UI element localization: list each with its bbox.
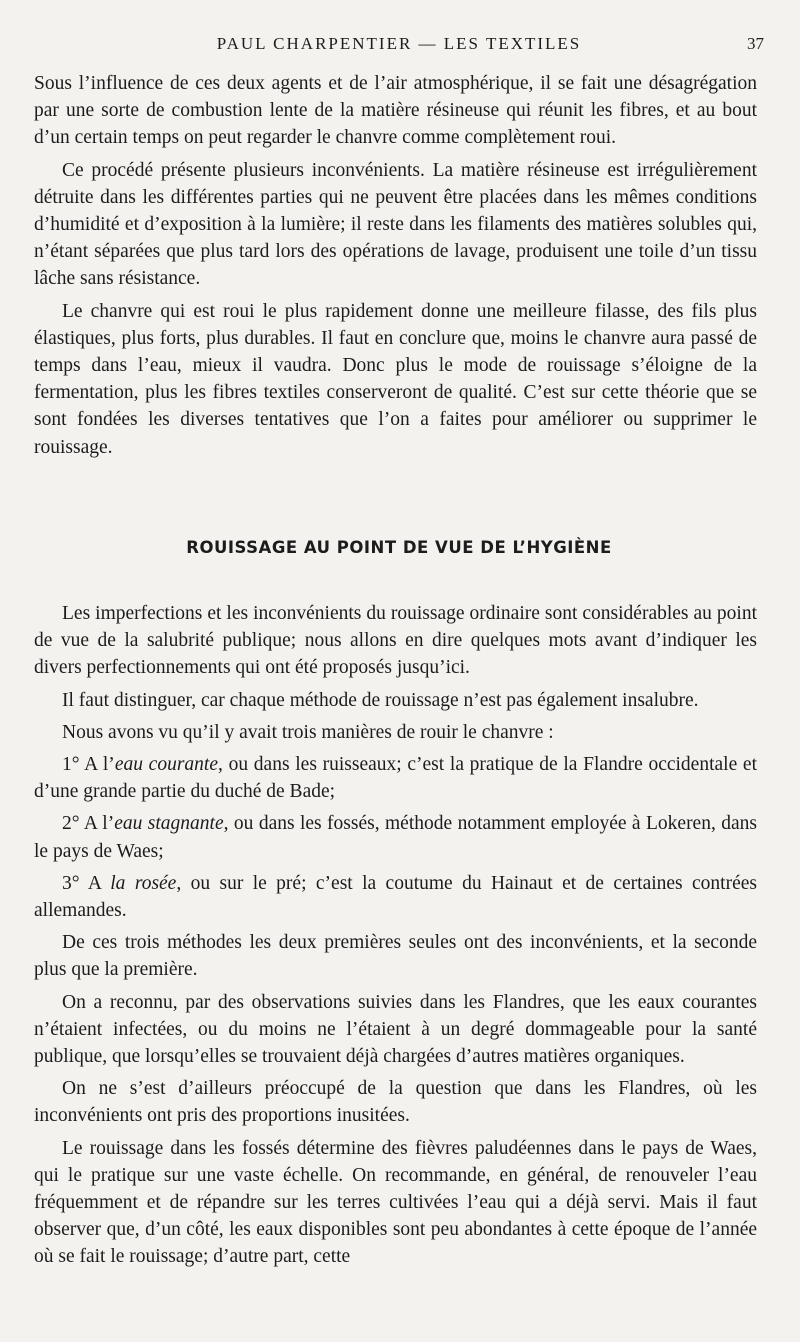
- paragraph: Le rouissage dans les fossés détermine des fièvres paludéennes dans le pays de Waes, qui le pratique sur une vaste échelle. On recommande, en général, de renouveler l’eau fréquemment et de répandre sur les terres cultivées l’eau qui a déjà servi. Mais il faut observer que, d’un côté, les eaux disponibles sont peu abondantes à cette époque de l’année où se fait le rouissage; d’autre part, cette: [34, 1137, 757, 1268]
- paragraph: Sous l’influence de ces deux agents et de l’air atmosphérique, il se fait une désagrégation par une sorte de combustion lente de la matière résineuse qui réunit les fibres, et au bout d’un certain temps on peut regarder le chanvre comme complètement roui.: [34, 73, 757, 149]
- section-heading: ROUISSAGE AU POINT DE VUE DE L’HYGIÈNE: [186, 538, 612, 557]
- running-title: PAUL CHARPENTIER — LES TEXTILES: [216, 34, 582, 53]
- paragraph: De ces trois méthodes les deux premières seules ont des inconvénients, et la seconde plus que la première.: [34, 932, 757, 981]
- list-item: 1° A l’eau courante, ou dans les ruisseaux; c’est la pratique de la Flandre occidentale et d’une grande partie du duché de Bade;: [34, 754, 758, 803]
- page-number: 37: [747, 34, 764, 53]
- page-header: [34, 34, 764, 58]
- paragraph: On ne s’est d’ailleurs préoccupé de la question que dans les Flandres, où les inconvénients ont pris des proportions inusitées.: [34, 1078, 757, 1127]
- top-text-block: [34, 70, 757, 466]
- paragraph: On a reconnu, par des observations suivies dans les Flandres, que les eaux courantes n’étaient infectées, ou du moins ne l’étaient à un degré dommageable pour la santé publique, que lorsqu’elles se trouvaient déjà chargées d’autres matières organiques.: [34, 991, 757, 1068]
- paragraph: Nous avons vu qu’il y avait trois manières de rouir le chanvre :: [62, 721, 554, 743]
- paragraph: Ce procédé présente plusieurs inconvénients. La matière résineuse est irrégulièrement détruite dans les différentes parties qui ne peuvent être placées dans les mêmes conditions d’humidité et d’exposition à la lumière; il reste dans les filaments des matières solubles qui, n’étant séparées que plus tard lors des opérations de lavage, produisent une toile d’un tissu lâche sans résistance.: [34, 159, 757, 290]
- paragraph: Il faut distinguer, car chaque méthode de rouissage n’est pas également insalubre.: [62, 689, 699, 711]
- paragraph: Le chanvre qui est roui le plus rapidement donne une meilleure filasse, des fils plus élastiques, plus forts, plus durables. Il faut en conclure que, moins le chanvre aura passé de temps dans l’eau, mieux il vaudra. Donc plus le mode de rouissage s’éloigne de la fermentation, plus les fibres textiles conserveront de qualité. C’est sur cette théorie que se sont fondées les diverses tentatives que l’on a faites pour améliorer ou supprimer le rouissage.: [34, 300, 757, 458]
- list-item: 3° A la rosée, ou sur le pré; c’est la coutume du Hainaut et de certaines contrées allemandes.: [34, 872, 757, 922]
- list-item: 2° A l’eau stagnante, ou dans les fossés, méthode notamment employée à Lokeren, dans le pays de Waes;: [34, 813, 757, 862]
- section-text-block: [34, 600, 757, 1276]
- paragraph: Les imperfections et les inconvénients du rouissage ordinaire sont considérables au point de vue de la salubrité publique; nous allons en dire quelques mots avant d’indiquer les divers perfectionnements qui ont été proposés jusqu’ici.: [34, 603, 757, 679]
